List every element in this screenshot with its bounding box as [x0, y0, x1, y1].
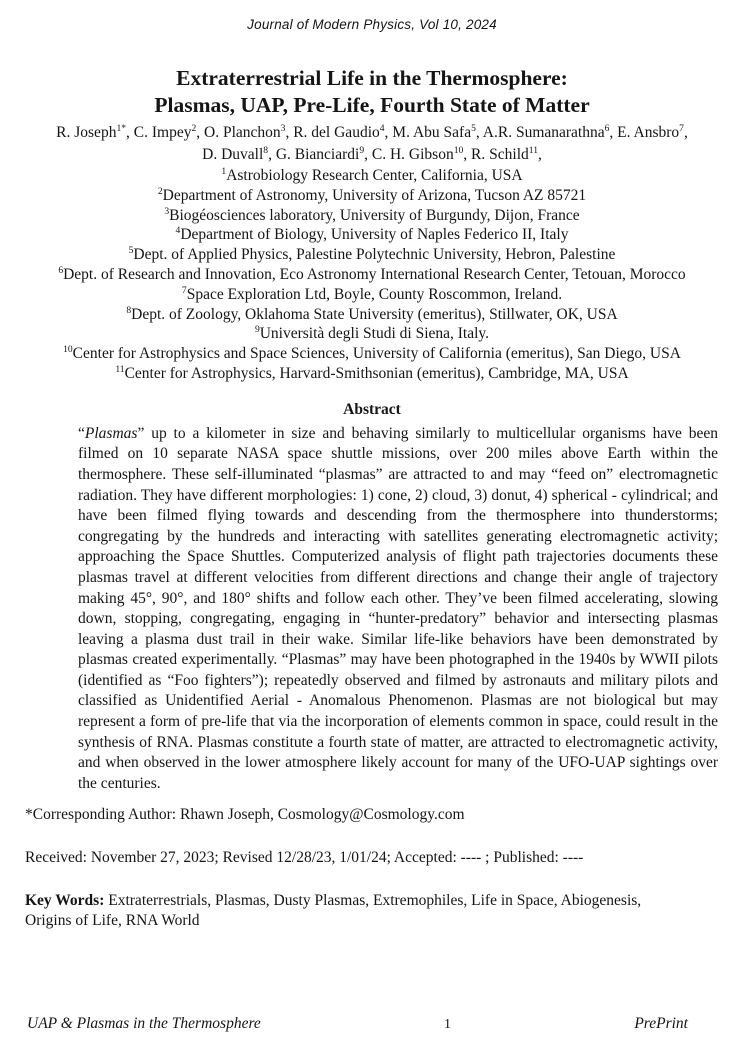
- author-line-1: R. Joseph$^{1*}$, C. Impey$^2$, O. Planchon$^3$, R. del Gaudio$^4$, M. Abu Safa$^5$, A.R. Sumanarathna$^6$, E. Ansbro$^7$,: [56, 122, 688, 141]
- keywords-text: Extraterrestrials, Plasmas, Dusty Plasmas, Extremophiles, Life in Space, Abiogenesis, Origins of Life, RNA World: [25, 891, 642, 930]
- abstract-heading: Abstract: [343, 400, 401, 418]
- affiliation-line-9: $^9$Università degli Studi di Siena, Italy.: [254, 324, 490, 343]
- journal-header: Journal of Modern Physics, Vol 10, 2024: [247, 17, 497, 32]
- footer-preprint-label: PrePrint: [634, 1015, 688, 1032]
- paper-title-line1: Extraterrestrial Life in the Thermosphere:: [176, 66, 568, 90]
- affiliation-list: [0, 166, 744, 384]
- author-list: [0, 122, 744, 166]
- affiliation-line-7: $^7$Space Exploration Ltd, Boyle, County Roscommon, Ireland.: [181, 284, 563, 303]
- footer-page-number: 1: [444, 1017, 452, 1032]
- author-line-2: D. Duvall$^8$, G. Bianciardi$^9$, C. H. Gibson$^{10}$, R. Schild$^{11}$,: [202, 144, 542, 163]
- corresponding-author-line: *Corresponding Author: Rhawn Joseph, Cosmology@Cosmology.com: [25, 806, 465, 824]
- affiliation-line-1: $^1$Astrobiology Research Center, California, USA: [221, 165, 523, 184]
- abstract-text: “Plasmas” up to a kilometer in size and behaving similarly to multicellular organisms have been filmed on 10 separate NASA space shuttle missions, over 200 miles above Earth within the thermosphere. These self-illuminated “plasmas” are attracted to and may “feed on” electromagnetic radiation. They have different morphologies: 1) cone, 2) cloud, 3) donut, 4) spherical - cylindrical; and have been filmed flying towards and descending from the thermosphere into thunderstorms; congregating by the hundreds and interacting with satellites generating electromagnetic activity; approaching the Space Shuttles. Computerized analysis of flight path trajectories documents these plasmas travel at different velocities from different directions and change their angle of trajectory making 45°, 90°, and 180° shifts and follow each other. They’ve been filmed accelerating, slowing down, stopping, congregating, engaging in “hunter-predatory” behavior and intersecting plasmas leaving a plasma dust trail in their wake. Similar life-like behaviors have been demonstrated by plasmas created experimentally. “Plasmas” may have been photographed in the 1940s by WWII pilots (identified as “Foo fighters”); repeatedly observed and filmed by astronauts and military pilots and classified as Unidentified Aerial - Anomalous Phenomenon. Plasmas are not biological but may represent a form of pre-life that via the incorporation of elements common in space, could result in the synthesis of RNA. Plasmas constitute a fourth state of matter, are attracted to electromagnetic activity, and when observed in the lower atmosphere likely account for many of the UFO-UAP sightings over the centuries.: [78, 424, 718, 792]
- paper-title-line2: Plasmas, UAP, Pre-Life, Fourth State of Matter: [154, 93, 590, 117]
- page-footer: [27, 1015, 688, 1033]
- dates-line: Received: November 27, 2023; Revised 12/28/23, 1/01/24; Accepted: ---- ; Published: ----: [25, 849, 584, 867]
- affiliation-line-8: $^8$Dept. of Zoology, Oklahoma State University (emeritus), Stillwater, OK, USA: [126, 304, 618, 323]
- paper-title: [0, 65, 744, 119]
- affiliation-line-6: $^6$Dept. of Research and Innovation, Eco Astronomy International Research Center, Tetouan, Morocco: [58, 264, 686, 283]
- affiliation-line-11: $^{11}$Center for Astrophysics, Harvard-Smithsonian (emeritus), Cambridge, MA, USA: [115, 363, 629, 382]
- keywords-line: [25, 891, 690, 932]
- affiliation-line-10: $^{10}$Center for Astrophysics and Space Sciences, University of California (emeritus), San Diego, USA: [63, 344, 681, 363]
- affiliation-line-2: $^2$Department of Astronomy, University of Arizona, Tucson AZ 85721: [157, 185, 587, 204]
- affiliation-line-5: $^5$Dept. of Applied Physics, Palestine Polytechnic University, Hebron, Palestine: [128, 245, 616, 264]
- keywords-label: Key Words:: [25, 891, 105, 909]
- affiliation-line-3: $^3$Biogéosciences laboratory, University of Burgundy, Dijon, France: [164, 205, 580, 224]
- footer-running-title: UAP & Plasmas in the Thermosphere: [27, 1015, 261, 1032]
- affiliation-line-4: $^4$Department of Biology, University of Naples Federico II, Italy: [175, 225, 569, 244]
